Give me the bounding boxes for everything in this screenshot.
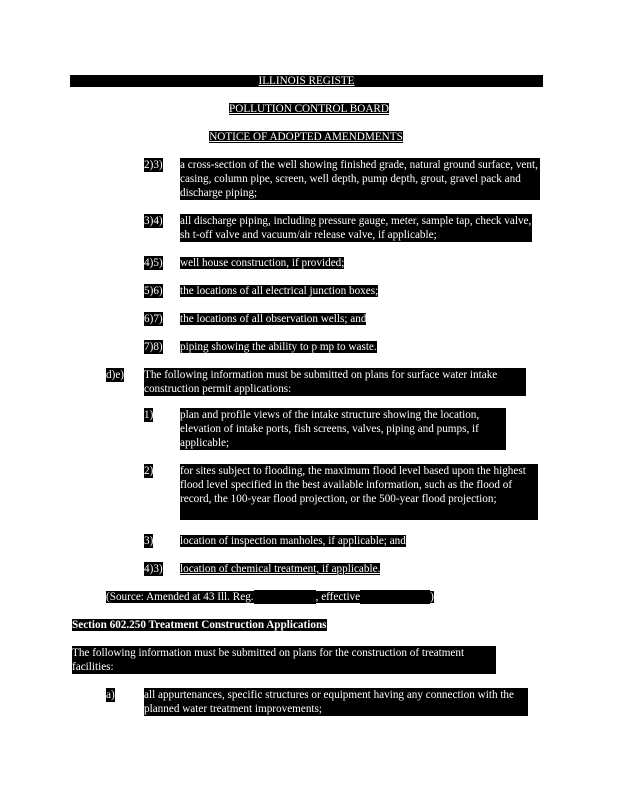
- subsection-text: The following information must be submitted on plans for surface water intake construction permit applications:: [144, 368, 526, 396]
- source-mid: , effective: [315, 591, 361, 603]
- source-prefix: (Source: Amended at 43 Ill. Reg.: [106, 591, 254, 603]
- list-item-number: 6)7): [144, 313, 163, 325]
- list-item-text-row: [180, 562, 380, 576]
- list-item-text-row: [180, 312, 366, 326]
- source-note: [106, 590, 434, 604]
- list-item-text-row: [180, 340, 377, 354]
- source-blank-date: [360, 590, 430, 604]
- notice-title: NOTICE OF ADOPTED AMENDMENTS: [209, 131, 403, 143]
- list-item-number: 3): [144, 535, 154, 547]
- list-item-text: the locations of all electrical junction boxes;: [180, 285, 379, 297]
- list-item-number: a): [106, 689, 115, 701]
- source-blank-register: [254, 590, 316, 604]
- list-item-number: 2): [144, 465, 154, 477]
- list-item-text: all appurtenances, specific structures or equipment having any connection with the planned water treatment improvements;: [144, 688, 528, 716]
- list-item-text: the locations of all observation wells; and: [180, 313, 367, 325]
- board-title-row: [0, 102, 618, 116]
- source-suffix: ): [430, 591, 434, 603]
- list-item-text-row: [180, 534, 406, 548]
- list-item-text: all discharge piping, including pressure gauge, meter, sample tap, check valve, sh t-off valve and vacuum/air release valve, if applicable;: [180, 215, 532, 241]
- section-heading-row: [72, 618, 327, 632]
- list-item-number: 4)5): [144, 257, 163, 269]
- list-item-text-row: [180, 284, 378, 298]
- list-item-number: 4)3): [144, 563, 163, 575]
- list-item-text-row: [180, 256, 344, 270]
- register-header: [70, 75, 543, 87]
- list-item-text: a cross-section of the well showing finished grade, natural ground surface, vent, casing, column pipe, screen, well depth, pump depth, grout, gravel pack and discharge piping;: [180, 158, 540, 200]
- list-item-number: 2)3): [144, 159, 163, 171]
- list-item-number: 5)6): [144, 285, 163, 297]
- list-item-text: plan and profile views of the intake structure showing the location, elevation of intake ports, fish screens, valves, piping and pumps, if applicable;: [180, 408, 506, 450]
- list-item-text: location of chemical treatment, if applicable.: [180, 563, 381, 575]
- section-intro: The following information must be submitted on plans for the construction of treatment facilities:: [72, 646, 496, 674]
- list-item-number: 3)4): [144, 215, 163, 227]
- section-heading: Section 602.250 Treatment Construction Applications: [72, 619, 327, 631]
- board-title: POLLUTION CONTROL BOARD: [229, 103, 389, 115]
- list-item-number: 7)8): [144, 341, 163, 353]
- subsection-number: d)e): [106, 369, 125, 381]
- list-item-text: piping showing the ability to p mp to waste.: [180, 341, 377, 353]
- list-item-text: for sites subject to flooding, the maximum flood level based upon the highest flood level specified in the best available information, such as the flood of record, the 100-year flood projection, or the 500-year flood projection;: [180, 464, 538, 520]
- notice-title-row: [0, 130, 612, 144]
- register-title: ILLINOIS REGISTE: [258, 75, 355, 87]
- list-item-text: location of inspection manholes, if applicable; and: [180, 535, 406, 547]
- list-item-text: well house construction, if provided;: [180, 257, 345, 269]
- list-item-number: 1): [144, 409, 154, 421]
